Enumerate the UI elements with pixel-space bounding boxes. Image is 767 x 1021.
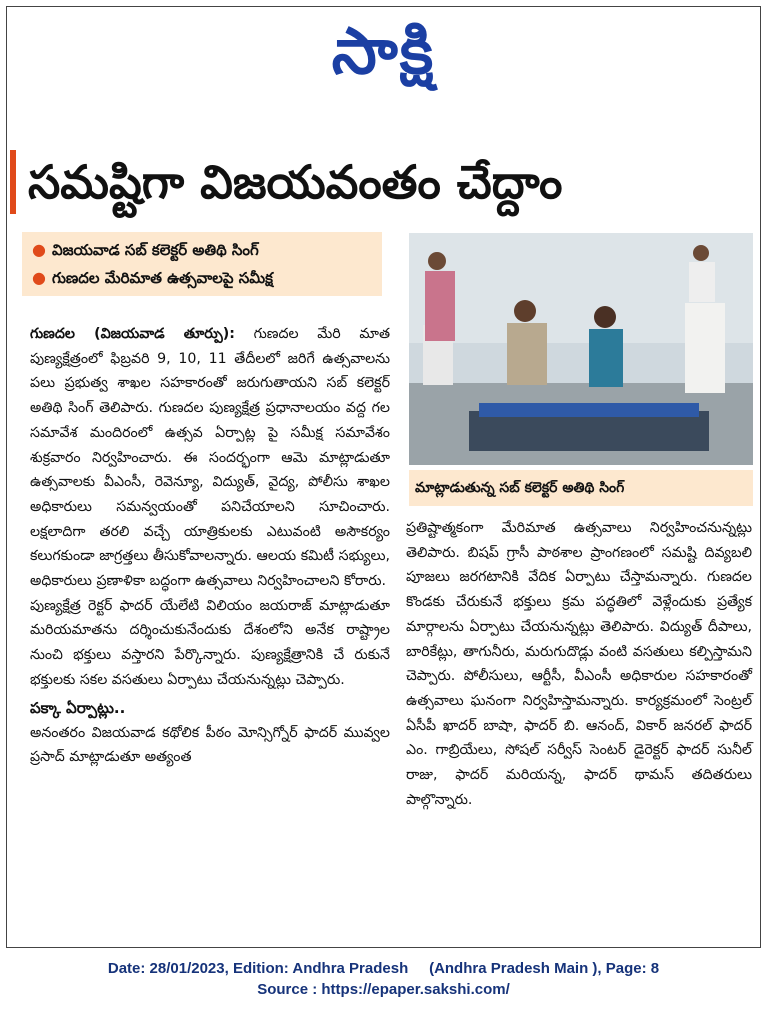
article-paragraph: అనంతరం విజయవాడ కథోలిక పీఠం మోన్సిగ్నోర్ ఫాదర్ మువ్వల ప్రసాద్ మాట్లాడుతూ అత్యంత <box>30 724 390 766</box>
news-photo <box>409 233 753 465</box>
edition-date-line: Date: 28/01/2023, Edition: Andhra Pradesh (Andhra Pradesh Main ), Page: 8 <box>107 960 660 977</box>
photo-caption: మాట్లాడుతున్న సబ్ కలెక్టర్ అతిథి సింగ్ <box>409 470 753 506</box>
subhead-item: ● విజయవాడ సబ్ కలెక్టర్ అతిథి సింగ్ <box>32 240 259 259</box>
subheads-box <box>22 232 382 296</box>
bullet-icon: ● <box>32 240 46 259</box>
bullet-icon: ● <box>32 268 46 287</box>
source-link[interactable]: Source : https://epaper.sakshi.com/ <box>257 981 510 998</box>
subhead-item: ● గుణదల మేరిమాత ఉత్సవాలపై సమీక్ష <box>32 268 273 287</box>
source-footer <box>0 958 767 1000</box>
article-subtitle: పక్కా ఏర్పాట్లు.. <box>30 698 126 717</box>
sakshi-logo: సాక్షి <box>331 15 436 89</box>
photo-illustration <box>409 233 753 465</box>
article-paragraph: గుణదల (విజయవాడ తూర్పు): గుణదల మేరి మాత పుణ్యక్షేత్రంలో ఫిబ్రవరి 9, 10, 11 తేదీలలో జరిగే ఉత్సవాలను పలు ప్రభుత్వ శాఖల సహకారంతో జరుగుతాయని సబ్ కలెక్టర్ అతిథి సింగ్ తెలిపారు. గుణదల పుణ్యక్షేత్ర ప్రధానాలయం వద్ద గల సమావేశ మందిరంలో ఉత్సవ ఏర్పాట్ల పై సమీక్ష సమావేశం శుక్రవారం నిర్వహించారు. ఈ సందర్భంగా ఆమె మాట్లాడుతూ ఉత్సవాలకు వీఎంసీ, రెవెన్యూ, విద్యుత్, వైద్య, పోలీసు శాఖల అధికారులు సమన్వయంతో పనిచేయాలని సూచించారు. లక్షలాదిగా తరలి వచ్చే యాత్రికులకు ఎటువంటి అసౌకర్యం కలుగకుండా జాగ్రత్తలు తీసుకోవాలన్నారు. ఆలయ కమిటీ సభ్యులు, అధికారులు ప్రణాళికా బద్ధంగా ఉత్సవాలు నిర్వహించాలని కోరారు. <box>30 326 390 590</box>
masthead <box>0 12 767 92</box>
dateline: గుణదల (విజయవాడ తూర్పు): <box>30 326 235 342</box>
headline: సమష్టిగా విజయవంతం చేద్దాం <box>28 155 563 209</box>
article-paragraph: పుణ్యక్షేత్ర రెక్టర్ ఫాదర్ యేలేటి విలియం జయరాజ్ మాట్లాడుతూ మరియమాతను దర్శించుకునేందుకు దేశంలోని అనేక రాష్ట్రాల నుంచి భక్తులు వస్తారని పేర్కొన్నారు. పుణ్యక్షేత్రానికి చే రుకునే భక్తులకు సకల వసతులు ఏర్పాటు చేయనున్నట్లు చెప్పారు. <box>30 597 390 688</box>
article-column-left <box>30 322 390 770</box>
article-column-right <box>406 516 752 812</box>
article-paragraph: ప్రతిష్టాత్మకంగా మేరిమాత ఉత్సవాలు నిర్వహించనున్నట్లు తెలిపారు. బిషప్ గ్రాసీ పాఠశాల ప్రాంగణంలో సమష్టి దివ్యబలి పూజలు జరగటానికి వేదిక ఏర్పాటు చేస్తామన్నారు. గుణదల కొండకు చేరుకునే భక్తులు క్రమ పద్ధతిలో వెళ్లేందుకు ప్రత్యేక మార్గాలను ఏర్పాటు చేయనున్నట్లు తెలిపారు. విద్యుత్ దీపాలు, బారికేట్లు, తాగునీరు, మరుగుదొడ్లు వంటి వసతులు కల్పిస్తామని చెప్పారు. పోలీసులు, ఆర్టీసీ, వీఎంసీ అధికారుల సహకారంతో ఉత్సవాలు ఘనంగా నిర్వహిస్తామన్నారు. కార్యక్రమంలో సెంట్రల్ ఏసీపీ ఖాదర్ బాషా, ఫాదర్ బి. ఆనంద్, వికార్ జనరల్ ఫాదర్ ఎం. గాబ్రియేలు, సోషల్ సర్వీస్ సెంటర్ డైరెక్టర్ ఫాదర్ సునీల్ రాజు, ఫాదర్ మరియన్న, ఫాదర్ థామస్ తదితరులు పాల్గొన్నారు. <box>406 520 752 808</box>
headline-accent-bar <box>10 150 16 214</box>
